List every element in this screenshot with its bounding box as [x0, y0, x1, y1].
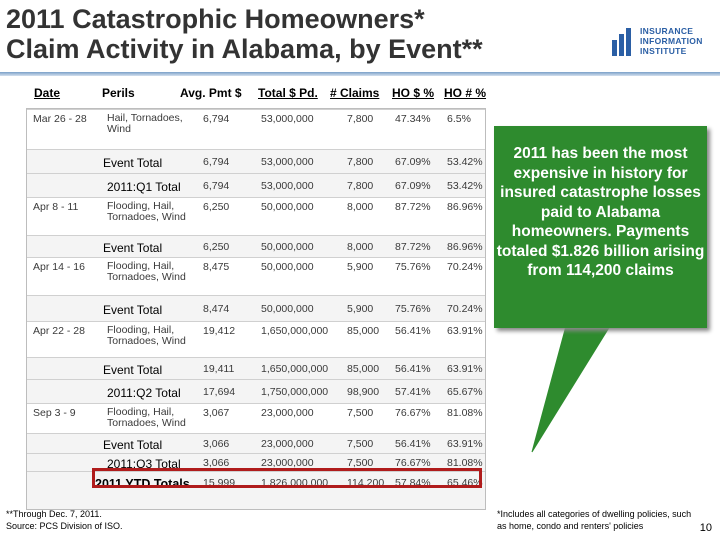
cell-total-paid: 50,000,000 — [261, 261, 314, 273]
cell-avg-pmt: 6,794 — [203, 113, 230, 125]
cell-avg-pmt: 8,475 — [203, 261, 230, 273]
cell-ho-count-pct: 53.42% — [447, 156, 483, 168]
cell-ho-count-pct: 70.24% — [447, 261, 483, 273]
cell-claims: 85,000 — [347, 363, 380, 375]
ytd-totals-label: 2011 YTD Totals — [95, 477, 190, 491]
subtotal-label: Event Total — [103, 438, 163, 452]
logo-line-3: INSTITUTE — [640, 46, 687, 56]
cell-ho-count-pct: 86.96% — [447, 201, 483, 213]
subtotal-label: Event Total — [103, 156, 163, 170]
cell-claims: 8,000 — [347, 241, 374, 253]
cell-total-paid: 23,000,000 — [261, 438, 314, 450]
cell-ho-dollar-pct: 76.67% — [395, 407, 431, 419]
cell-avg-pmt: 15,999 — [203, 477, 236, 489]
header-perils: Perils — [102, 86, 135, 100]
cell-avg-pmt: 8,474 — [203, 303, 230, 315]
cell-claims: 5,900 — [347, 303, 374, 315]
cell-claims: 114,200 — [347, 477, 385, 489]
footnote-definition-line-1: *Includes all categories of dwelling policies, such — [497, 509, 692, 519]
cell-avg-pmt: 3,067 — [203, 407, 230, 419]
cell-avg-pmt: 6,794 — [203, 156, 230, 168]
logo-line-2: INFORMATION — [640, 36, 703, 46]
cell-avg-pmt: 3,066 — [203, 457, 230, 469]
cell-avg-pmt: 19,411 — [203, 363, 235, 375]
slide-title — [6, 4, 606, 64]
cell-ho-count-pct: 86.96% — [447, 241, 483, 253]
callout-box — [494, 126, 707, 328]
cell-claims: 7,500 — [347, 407, 374, 419]
cell-perils: Flooding, Hail, Tornadoes, Wind — [107, 324, 186, 347]
cell-ho-dollar-pct: 56.41% — [395, 363, 431, 375]
cell-ho-dollar-pct: 87.72% — [395, 241, 431, 253]
cell-ho-count-pct: 81.08% — [447, 457, 483, 469]
footnote-definition — [497, 508, 717, 532]
cell-total-paid: 1,826,000,000 — [261, 477, 329, 489]
slide-title-line-2: Claim Activity in Alabama, by Event** — [6, 34, 483, 64]
cell-ho-count-pct: 65.67% — [447, 386, 483, 398]
cell-avg-pmt: 6,250 — [203, 241, 230, 253]
cell-ho-dollar-pct: 75.76% — [395, 261, 431, 273]
cell-avg-pmt: 19,412 — [203, 325, 236, 337]
subtotal-label: Event Total — [103, 241, 163, 255]
cell-date: Apr 22 - 28 — [33, 325, 85, 337]
cell-total-paid: 1,650,000,000 — [261, 363, 329, 375]
header-avg-pmt: Avg. Pmt $ — [180, 86, 242, 100]
subtotal-label: 2011:Q3 Total — [107, 457, 181, 471]
cell-perils: Flooding, Hail, Tornadoes, Wind — [107, 200, 186, 223]
cell-claims: 7,800 — [347, 156, 374, 168]
table-row-event — [27, 197, 485, 236]
cell-avg-pmt: 3,066 — [203, 438, 230, 450]
subtotal-label: 2011:Q2 Total — [107, 386, 181, 400]
cell-total-paid: 53,000,000 — [261, 156, 314, 168]
cell-claims: 7,500 — [347, 457, 374, 469]
iii-logo-mark-icon — [612, 28, 636, 56]
cell-ho-dollar-pct: 56.41% — [395, 438, 431, 450]
cell-date: Apr 8 - 11 — [33, 201, 79, 213]
footnote-through-date: **Through Dec. 7, 2011. — [6, 509, 102, 519]
cell-total-paid: 23,000,000 — [261, 407, 314, 419]
footnote-source — [6, 508, 123, 532]
table-row-total — [27, 149, 485, 174]
cell-claims: 85,000 — [347, 325, 380, 337]
table-row-total — [27, 379, 485, 404]
cell-ho-dollar-pct: 75.76% — [395, 303, 431, 315]
header-claims: # Claims — [330, 86, 380, 100]
cell-ho-count-pct: 65.46% — [447, 477, 483, 489]
cell-ho-dollar-pct: 47.34% — [395, 113, 431, 125]
table-row-total — [27, 173, 485, 198]
iii-logo-text — [640, 26, 703, 56]
ytd-highlight-box — [92, 468, 482, 488]
cell-avg-pmt: 6,794 — [203, 180, 230, 192]
cell-date: Apr 14 - 16 — [33, 261, 85, 273]
cell-total-paid: 23,000,000 — [261, 457, 314, 469]
subtotal-label: Event Total — [103, 363, 163, 377]
cell-ho-dollar-pct: 57.41% — [395, 386, 431, 398]
cell-perils: Hail, Tornadoes, Wind — [107, 112, 183, 135]
cell-perils: Flooding, Hail, Tornadoes, Wind — [107, 406, 186, 429]
cell-date: Mar 26 - 28 — [33, 113, 87, 125]
cell-ho-count-pct: 53.42% — [447, 180, 483, 192]
header-date: Date — [34, 86, 61, 100]
table-row-total — [27, 235, 485, 258]
iii-logo — [612, 24, 716, 62]
table-header-row — [0, 86, 500, 106]
table-row-event — [27, 321, 485, 358]
footnote-definition-line-2: as home, condo and renters' policies — [497, 521, 644, 531]
cell-ho-count-pct: 63.91% — [447, 363, 483, 375]
cell-total-paid: 50,000,000 — [261, 241, 314, 253]
cell-ho-dollar-pct: 56.41% — [395, 325, 431, 337]
slide-title-line-1: 2011 Catastrophic Homeowners* — [6, 4, 425, 34]
cell-ho-count-pct: 63.91% — [447, 325, 483, 337]
page-number: 10 — [699, 522, 712, 534]
cell-claims: 5,900 — [347, 261, 374, 273]
cell-ho-count-pct: 81.08% — [447, 407, 483, 419]
cell-ho-dollar-pct: 57.84% — [395, 477, 431, 489]
cell-claims: 98,900 — [347, 386, 380, 398]
cell-ho-dollar-pct: 67.09% — [395, 180, 431, 192]
cell-claims: 7,500 — [347, 438, 374, 450]
cell-avg-pmt: 6,250 — [203, 201, 230, 213]
subtotal-label: 2011:Q1 Total — [107, 180, 181, 194]
cell-ho-count-pct: 6.5% — [447, 113, 471, 125]
footnote-source-line: Source: PCS Division of ISO. — [6, 521, 123, 531]
cell-date: Sep 3 - 9 — [33, 407, 76, 419]
header-total-paid: Total $ Pd. — [258, 86, 318, 100]
logo-line-1: INSURANCE — [640, 26, 694, 36]
cell-claims: 8,000 — [347, 201, 374, 213]
header-ho-count-pct: HO # % — [444, 86, 487, 100]
catastrophe-table — [26, 108, 486, 510]
cell-total-paid: 50,000,000 — [261, 303, 314, 315]
table-row-total — [27, 357, 485, 380]
cell-perils: Flooding, Hail, Tornadoes, Wind — [107, 260, 186, 283]
cell-total-paid: 1,650,000,000 — [261, 325, 329, 337]
cell-ho-count-pct: 70.24% — [447, 303, 483, 315]
cell-total-paid: 1,750,000,000 — [261, 386, 329, 398]
table-row-event — [27, 109, 485, 150]
cell-claims: 7,800 — [347, 180, 374, 192]
cell-total-paid: 53,000,000 — [261, 113, 314, 125]
header-ho-dollar-pct: HO $ % — [392, 86, 435, 100]
cell-claims: 7,800 — [347, 113, 374, 125]
cell-ho-dollar-pct: 67.09% — [395, 156, 431, 168]
title-divider — [0, 72, 720, 76]
cell-total-paid: 50,000,000 — [261, 201, 314, 213]
table-row-event — [27, 403, 485, 434]
cell-ho-dollar-pct: 76.67% — [395, 457, 431, 469]
table-row-total — [27, 433, 485, 454]
table-row-event — [27, 257, 485, 296]
cell-ho-dollar-pct: 87.72% — [395, 201, 431, 213]
cell-ho-count-pct: 63.91% — [447, 438, 483, 450]
table-row-total — [27, 295, 485, 322]
cell-avg-pmt: 17,694 — [203, 386, 236, 398]
cell-total-paid: 53,000,000 — [261, 180, 314, 192]
callout-text: 2011 has been the most expensive in history for insured catastrophe losses paid to Alabama homeowners. Payments totaled $1.826 billion arising from 114,200 claims — [496, 145, 705, 279]
subtotal-label: Event Total — [103, 303, 163, 317]
